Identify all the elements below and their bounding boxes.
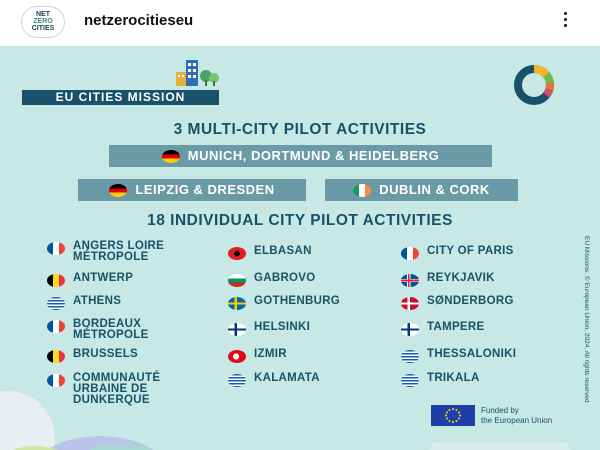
city-list-item	[228, 322, 310, 336]
city-list-item	[47, 319, 173, 341]
france-flag-icon	[47, 374, 65, 387]
france-flag-icon	[47, 242, 65, 255]
city-label: ELBASAN	[254, 245, 312, 257]
greece-flag-icon	[401, 374, 419, 387]
city-list-item	[47, 241, 203, 263]
city-list-item	[401, 322, 484, 336]
germany-flag-icon	[109, 184, 127, 197]
city-list-item	[401, 246, 514, 260]
city-label: ANTWERP	[73, 272, 134, 284]
city-label: THESSALONIKI	[427, 348, 517, 360]
copyright-note: EU Missions. © European Union, 2024. All rights reserved	[583, 236, 590, 403]
eu-funding-badge	[431, 405, 577, 427]
greece-flag-icon	[228, 374, 246, 387]
city-list-item	[228, 273, 316, 287]
decor-shape	[90, 446, 150, 450]
city-label: SØNDERBORG	[427, 295, 514, 307]
city-list-item	[228, 296, 340, 310]
sweden-flag-icon	[228, 297, 246, 310]
multi-city-pill	[78, 179, 306, 201]
city-label: HELSINKI	[254, 321, 311, 333]
account-avatar[interactable]	[21, 6, 65, 38]
city-label: REYKJAVIK	[427, 272, 495, 284]
city-list-item	[47, 349, 138, 363]
city-buildings-icon	[172, 58, 220, 88]
city-label: BORDEAUX MÉTROPOLE	[73, 318, 149, 341]
city-label: CITY OF PARIS	[427, 245, 514, 257]
city-label: ANGERS LOIRE MÉTROPOLE	[73, 240, 165, 263]
city-label: BRUSSELS	[73, 348, 139, 360]
city-list-item	[401, 373, 480, 387]
france-flag-icon	[47, 320, 65, 333]
greece-flag-icon	[401, 350, 419, 363]
funded-line-2: the European Union	[481, 416, 553, 425]
sdg-wheel-icon	[512, 63, 556, 107]
account-name[interactable]: netzerocitieseu	[84, 12, 194, 29]
multi-city-label: DUBLIN & CORK	[379, 182, 490, 197]
mission-banner: EU CITIES MISSION	[22, 90, 219, 105]
city-list-item	[401, 296, 514, 310]
city-label: KALAMATA	[254, 372, 320, 384]
city-list-item	[401, 349, 516, 363]
iceland-flag-icon	[401, 274, 419, 287]
belgium-flag-icon	[47, 274, 65, 287]
city-list-item	[401, 273, 495, 287]
city-label: GABROVO	[254, 272, 316, 284]
belgium-flag-icon	[47, 350, 65, 363]
avatar-line: CITIES	[31, 25, 55, 32]
city-label: ATHENS	[73, 295, 122, 307]
city-list-item	[228, 373, 320, 387]
multi-city-label: LEIPZIG & DRESDEN	[135, 182, 275, 197]
bulgaria-flag-icon	[228, 274, 246, 287]
city-list-item	[228, 246, 312, 260]
city-label: GOTHENBURG	[254, 295, 341, 307]
multi-city-label: MUNICH, DORTMUND & HEIDELBERG	[187, 148, 440, 163]
eu-flag-icon	[431, 405, 475, 426]
city-list-item	[47, 296, 121, 310]
city-label: COMMUNAUTÉ URBAINE DE DUNKERQUE	[73, 372, 161, 406]
greece-flag-icon	[47, 297, 65, 310]
more-vertical-icon[interactable]	[558, 12, 572, 32]
multi-city-pill	[109, 145, 492, 167]
city-label: TAMPERE	[427, 321, 485, 333]
multi-city-title: 3 MULTI-CITY PILOT ACTIVITIES	[173, 121, 427, 138]
city-label: IZMIR	[254, 348, 287, 360]
avatar-line: NET	[36, 11, 50, 18]
france-flag-icon	[401, 247, 419, 260]
city-label: TRIKALA	[427, 372, 480, 384]
multi-city-pill	[325, 179, 518, 201]
albania-flag-icon	[228, 247, 246, 260]
finland-flag-icon	[401, 323, 419, 336]
germany-flag-icon	[162, 150, 180, 163]
turkey-flag-icon	[228, 350, 246, 363]
individual-city-title: 18 INDIVIDUAL CITY PILOT ACTIVITIES	[147, 212, 453, 229]
city-list-item	[47, 273, 133, 287]
decor-shape	[430, 442, 570, 450]
funded-line-1: Funded by	[481, 406, 519, 415]
ireland-flag-icon	[353, 184, 371, 197]
post-header	[0, 0, 600, 46]
city-list-item	[47, 373, 173, 406]
avatar-line: ZERO	[33, 18, 53, 25]
post-image	[0, 46, 600, 450]
city-list-item	[228, 349, 287, 363]
denmark-flag-icon	[401, 297, 419, 310]
finland-flag-icon	[228, 323, 246, 336]
